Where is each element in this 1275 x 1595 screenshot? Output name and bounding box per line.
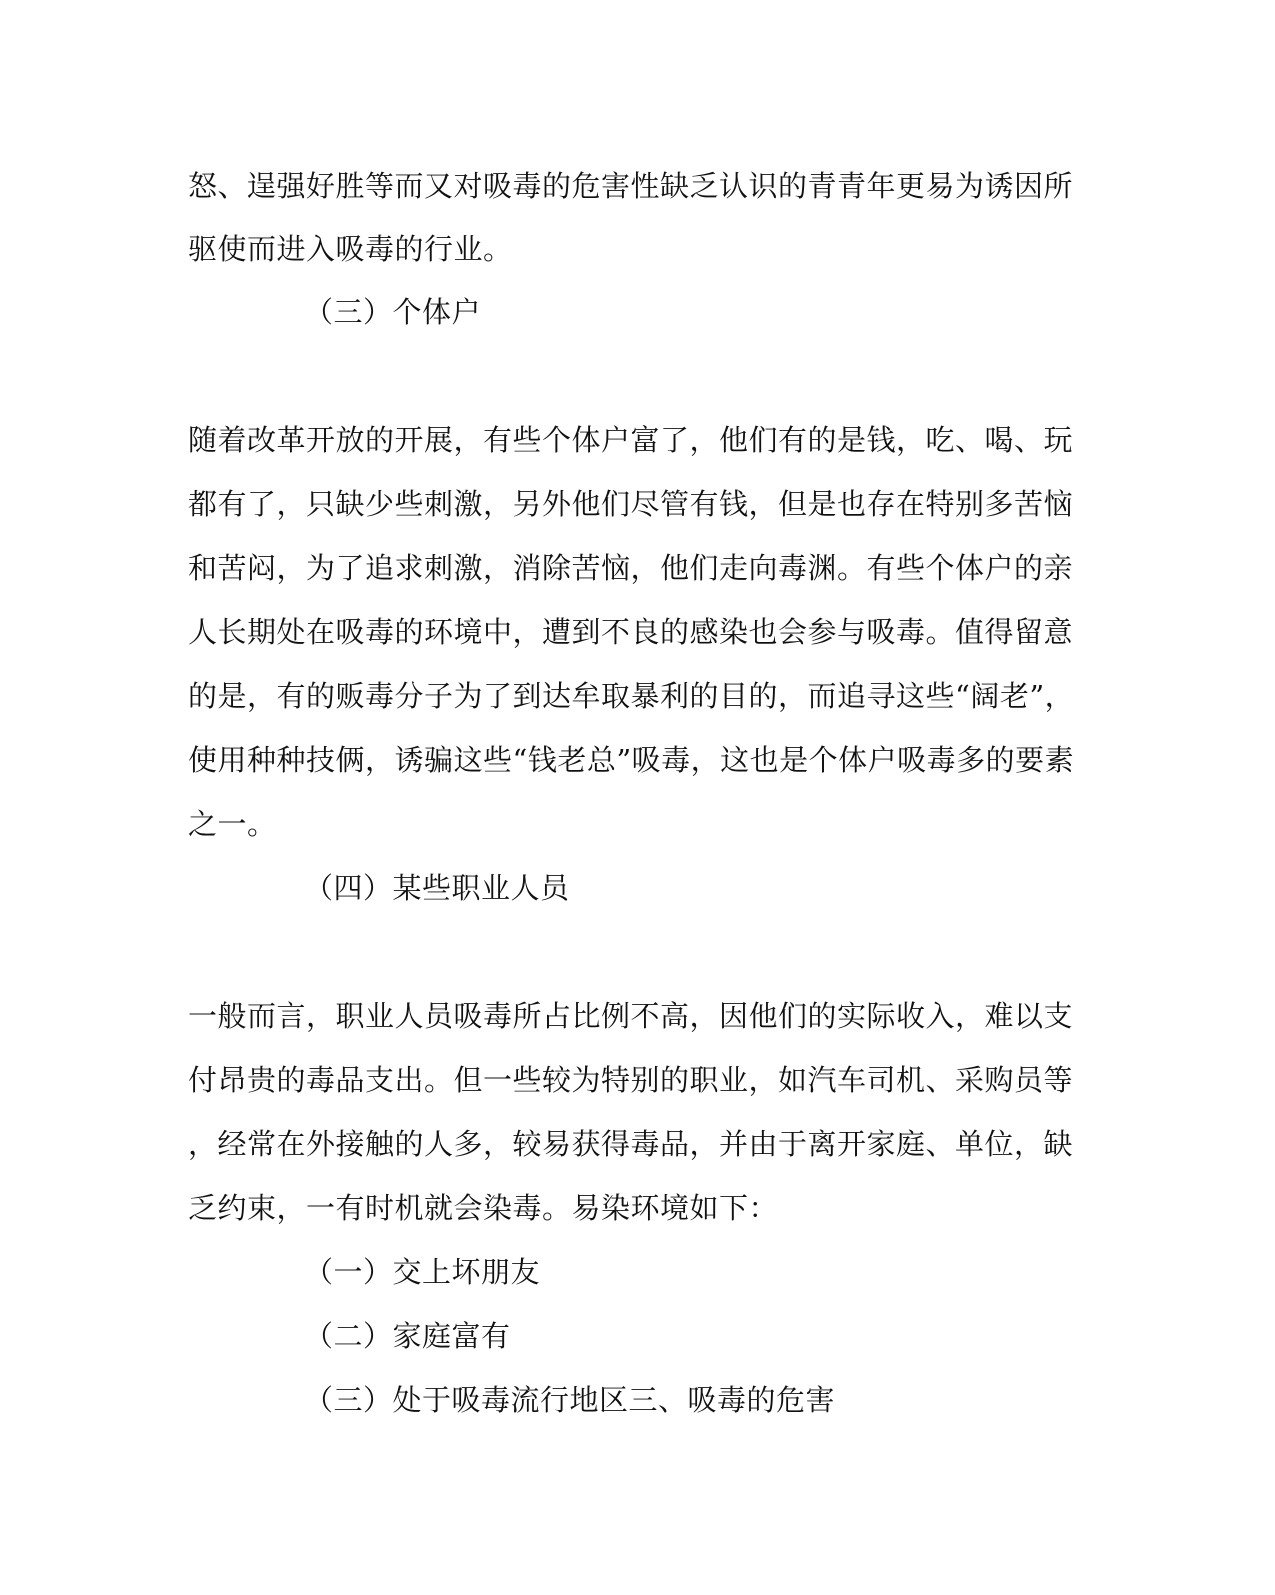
paragraph-line: 的是，有的贩毒分子为了到达牟取暴利的目的，而追寻这些“阔老”， [188, 679, 1075, 713]
paragraph-line: 驱使而进入吸毒的行业。 [188, 232, 513, 266]
paragraph-line: ，经常在外接触的人多，较易获得毒品，并由于离开家庭、单位，缺 [188, 1127, 1074, 1161]
paragraph-line: 随着改革开放的开展，有些个体户富了，他们有的是钱，吃、喝、玩 [188, 423, 1074, 457]
paragraph-line: 之一。 [188, 807, 277, 841]
section-heading: （三）个体户 [304, 295, 482, 329]
paragraph-line: 使用种种技俩，诱骗这些“钱老总”吸毒，这也是个体户吸毒多的要素 [188, 743, 1075, 777]
list-item: （一）交上坏朋友 [304, 1255, 541, 1289]
paragraph-line: 一般而言，职业人员吸毒所占比例不高，因他们的实际收入，难以支 [188, 999, 1074, 1033]
paragraph-line: 付昂贵的毒品支出。但一些较为特别的职业，如汽车司机、采购员等 [188, 1063, 1074, 1097]
list-item: （三）处于吸毒流行地区三、吸毒的危害 [304, 1383, 836, 1417]
list-item: （二）家庭富有 [304, 1319, 511, 1353]
section-heading: （四）某些职业人员 [304, 871, 570, 905]
paragraph-line: 都有了，只缺少些刺激，另外他们尽管有钱，但是也存在特别多苦恼 [188, 487, 1074, 521]
paragraph-line: 乏约束，一有时机就会染毒。易染环境如下： [188, 1191, 779, 1225]
paragraph-line: 怒、逞强好胜等而又对吸毒的危害性缺乏认识的青青年更易为诱因所 [188, 169, 1074, 203]
paragraph-line: 人长期处在吸毒的环境中，遭到不良的感染也会参与吸毒。值得留意 [188, 615, 1074, 649]
paragraph-line: 和苦闷，为了追求刺激，消除苦恼，他们走向毒渊。有些个体户的亲 [188, 551, 1074, 585]
